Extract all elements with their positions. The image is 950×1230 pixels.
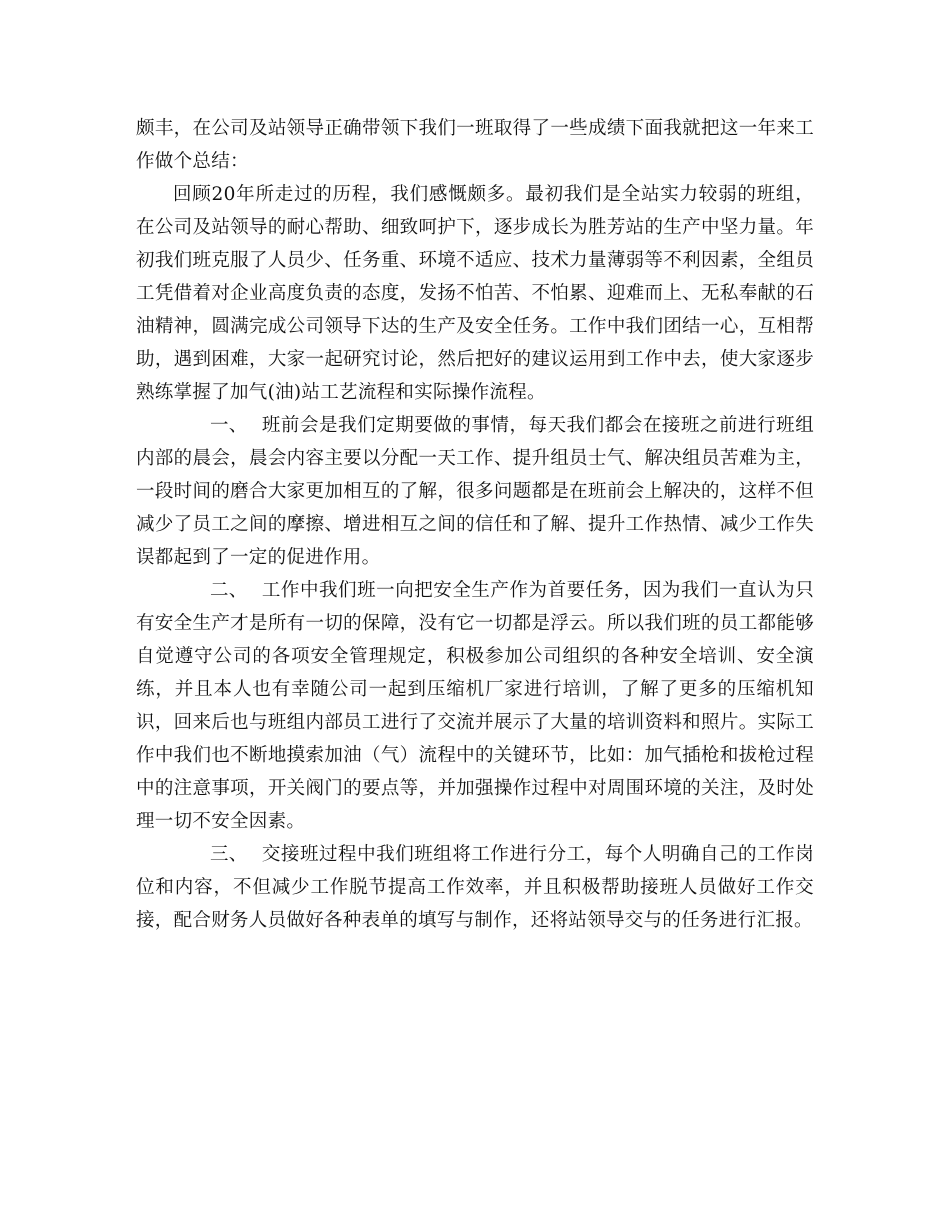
paragraph-section-2 [136,574,814,838]
paragraph-continuation: 颇丰，在公司及站领导正确带领下我们一班取得了一些成绩下面我就把这一年来工作做个总结： [136,118,814,172]
paragraph-review: 回顾20年所走过的历程，我们感慨颇多。最初我们是全站实力较弱的班组，在公司及站领导的耐心帮助、细致呵护下，逐步成长为胜芳站的生产中坚力量。年初我们班克服了人员少、任务重、环境不适应、技术力量薄弱等不利因素，全组员工凭借着对企业高度负责的态度，发扬不怕苦、不怕累、迎难而上、无私奉献的石油精神，圆满完成公司领导下达的生产及安全任务。工作中我们团结一心，互相帮助，遇到困难，大家一起研究讨论，然后把好的建议运用到工作中去，使大家逐步熟练掌握了加气(油)站工艺流程和实际操作流程。 [136,184,814,403]
paragraph-section-3 [136,838,814,937]
document-body [136,112,814,937]
section-text: 工作中我们班一向把安全生产作为首要任务，因为我们一直认为只有安全生产才是所有一切的保障，没有它一切都是浮云。所以我们班的员工都能够自觉遵守公司的各项安全管理规定，积极参加公司组织的各种安全培训、安全演练，并且本人也有幸随公司一起到压缩机厂家进行培训，了解了更多的压缩机知识，回来后也与班组内部员工进行了交流并展示了大量的培训资料和照片。实际工作中我们也不断地摸索加油（气）流程中的关键环节，比如：加气插枪和拔枪过程中的注意事项，开关阀门的要点等，并加强操作过程中对周围环境的关注，及时处理一切不安全因素。 [136,580,814,832]
section-number: 一、 [210,415,248,436]
section-text: 交接班过程中我们班组将工作进行分工，每个人明确自己的工作岗位和内容，不但减少工作脱节提高工作效率，并且积极帮助接班人员做好工作交接，配合财务人员做好各种表单的填写与制作，还将站领导交与的任务进行汇报。 [136,844,814,931]
paragraph-section-1 [136,409,814,574]
section-number: 二、 [210,580,248,601]
section-number: 三、 [210,844,248,865]
section-text: 班前会是我们定期要做的事情，每天我们都会在接班之前进行班组内部的晨会，晨会内容主要以分配一天工作、提升组员士气、解决组员苦难为主，一段时间的磨合大家更加相互的了解，很多问题都是在班前会上解决的，这样不但减少了员工之间的摩擦、增进相互之间的信任和了解、提升工作热情、减少工作失误都起到了一定的促进作用。 [136,415,814,568]
